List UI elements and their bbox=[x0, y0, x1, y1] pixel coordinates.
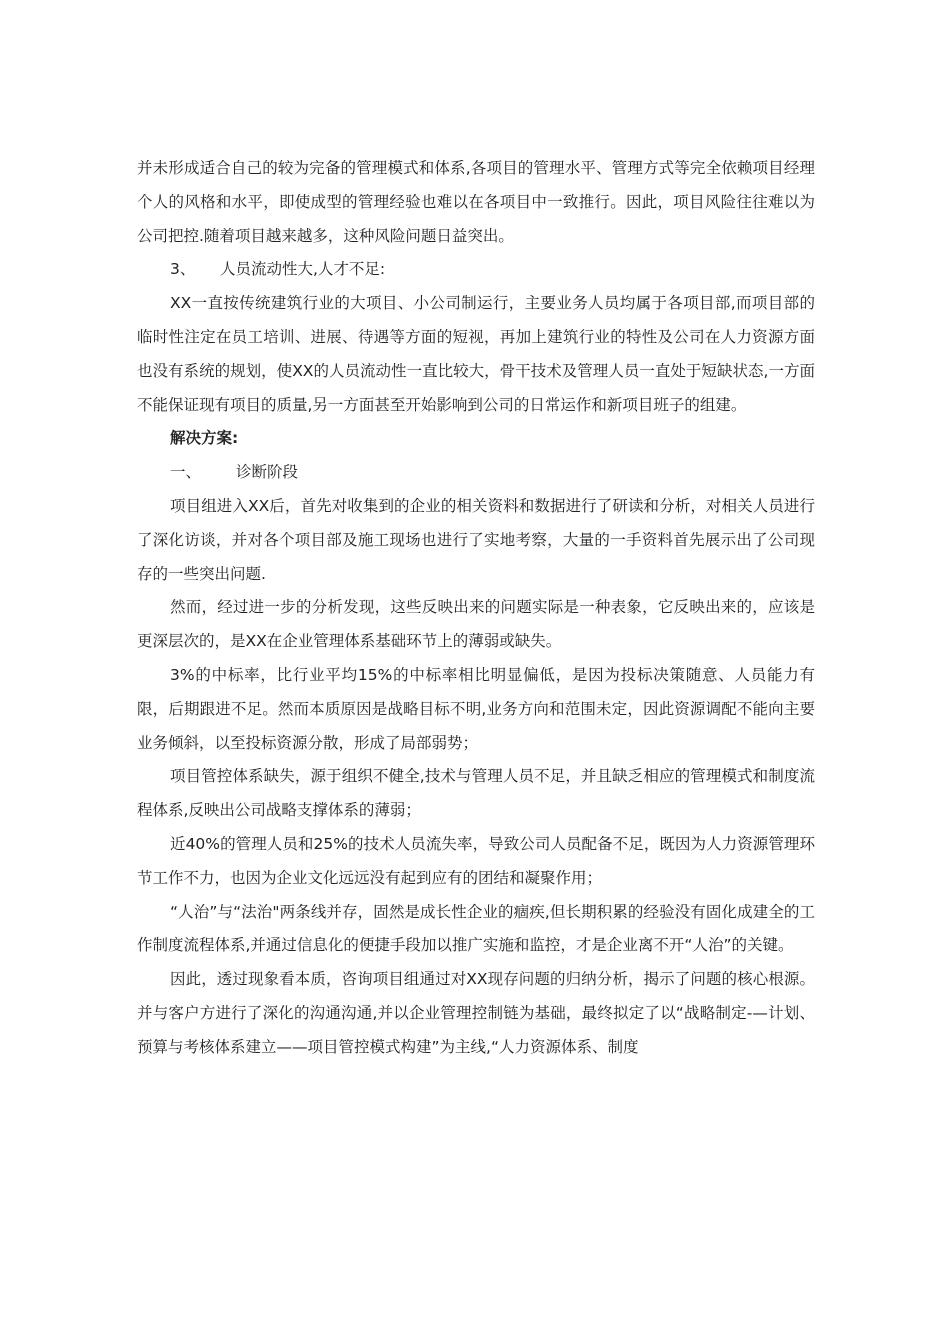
section-heading-solution: 解决方案: bbox=[170, 429, 239, 448]
paragraph-bid-rate: 3%的中标率，比行业平均15%的中标率相比明显偏低，是因为投标决策随意、人员能力有限，后期跟进不足。然而本质原因是战略目标不明,业务方向和范围未定，因此资源调配不能向主要业务倾斜，以至投标资源分散，形成了局部弱势； bbox=[137, 665, 815, 752]
paragraph-rule-of-man: “人治”与“法治"两条线并存，固然是成长性企业的痼疾,但长期积累的经验没有固化成建全的工作制度流程体系,并通过信息化的便捷手段加以推广实施和监控，才是企业离不开“人治”的关键。 bbox=[137, 902, 815, 955]
document-body bbox=[137, 152, 815, 1065]
paragraph-turnover-rate: 近40%的管理人员和25%的技术人员流失率，导致公司人员配备不足，既因为人力资源管理环节工作不力，也因为企业文化远远没有起到应有的团结和凝聚作用； bbox=[137, 834, 815, 887]
stage-number: 一、 bbox=[170, 463, 202, 482]
list-item-text: 人员流动性大,人才不足: bbox=[220, 260, 386, 279]
list-item-3 bbox=[137, 253, 815, 287]
stage-title: 诊断阶段 bbox=[236, 463, 299, 482]
paragraph-staff-turnover: XX一直按传统建筑行业的大项目、小公司制运行，主要业务人员均属于各项目部,而项目部的临时性注定在员工培训、进展、待遇等方面的短视，再加上建筑行业的特性及公司在人力资源方面也没有系统的规划，使XX的人员流动性一直比较大，骨干技术及管理人员一直处于短缺状态,一方面不能保证现有项目的质量,另一方面甚至开始影响到公司的日常运作和新项目班子的组建。 bbox=[137, 294, 815, 414]
list-number: 3、 bbox=[170, 260, 196, 279]
paragraph-control-system: 项目管控体系缺失，源于组织不健全,技术与管理人员不足，并且缺乏相应的管理模式和制度流程体系,反映出公司战略支撑体系的薄弱； bbox=[137, 767, 815, 820]
paragraph-conclusion: 因此，透过现象看本质，咨询项目组通过对XX现存问题的归纳分析，揭示了问题的核心根源。并与客户方进行了深化的沟通沟通,并以企业管理控制链为基础，最终拟定了以“战略制定-—计划、预算与考核体系建立——项目管控模式构建”为主线,“人力资源体系、制度 bbox=[137, 970, 815, 1056]
paragraph-project-risk: 并未形成适合自己的较为完备的管理模式和体系,各项目的管理水平、管理方式等完全依赖项目经理个人的风格和水平，即使成型的管理经验也难以在各项目中一致推行。因此，项目风险往往难以为公司把控.随着项目越来越多，这种风险问题日益突出。 bbox=[137, 159, 815, 245]
paragraph-analysis: 然而，经过进一步的分析发现，这些反映出来的问题实际是一种表象，它反映出来的，应该是更深层次的，是XX在企业管理体系基础环节上的薄弱或缺失。 bbox=[137, 598, 815, 651]
paragraph-diagnosis: 项目组进入XX后，首先对收集到的企业的相关资料和数据进行了研读和分析，对相关人员进行了深化访谈，并对各个项目部及施工现场也进行了实地考察，大量的一手资料首先展示出了公司现存的一些突出问题. bbox=[137, 496, 815, 583]
stage-heading bbox=[137, 456, 815, 490]
